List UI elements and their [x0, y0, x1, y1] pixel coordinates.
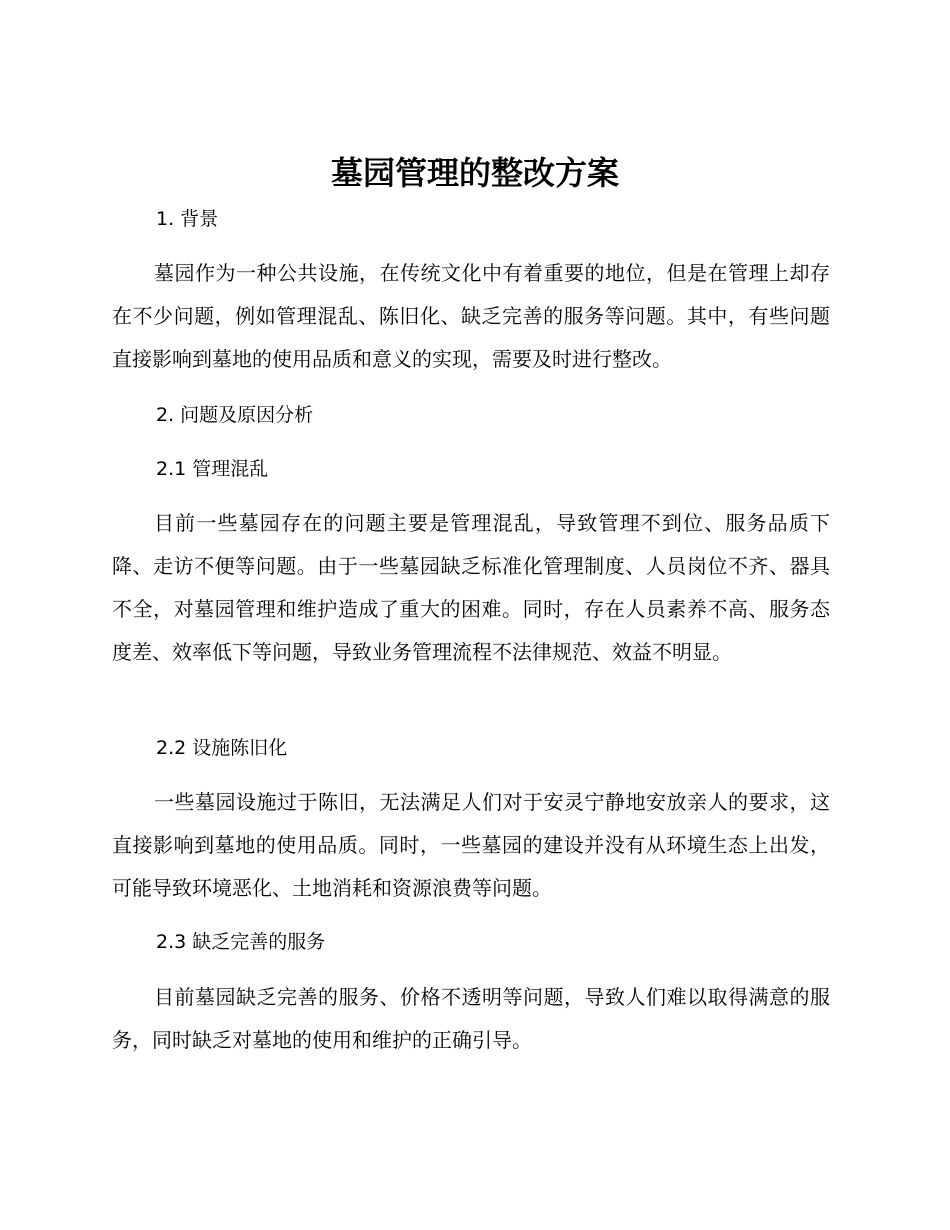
section-heading-outdated-facilities: 2.2 设施陈旧化 [156, 737, 288, 759]
paragraph-management-chaos: 目前一些墓园存在的问题主要是管理混乱，导致管理不到位、服务品质下降、走访不便等问题。由于一些墓园缺乏标准化管理制度、人员岗位不齐、器具不全，对墓园管理和维护造成了重大的困难。同时，存在人员素养不高、服务态度差、效率低下等问题，导致业务管理流程不法律规范、效益不明显。 [112, 511, 830, 664]
section-heading-management-chaos: 2.1 管理混乱 [156, 458, 269, 480]
section-heading-lack-of-service: 2.3 缺乏完善的服务 [156, 931, 326, 953]
section-heading-background: 1. 背景 [156, 208, 219, 230]
paragraph-lack-of-service: 目前墓园缺乏完善的服务、价格不透明等问题，导致人们难以取得满意的服务，同时缺乏对墓地的使用和维护的正确引导。 [112, 985, 830, 1052]
section-heading-problem-analysis: 2. 问题及原因分析 [156, 404, 314, 426]
paragraph-outdated-facilities: 一些墓园设施过于陈旧，无法满足人们对于安灵宁静地安放亲人的要求，这直接影响到墓地的使用品质。同时，一些墓园的建设并没有从环境生态上出发，可能导致环境恶化、土地消耗和资源浪费等问题。 [112, 790, 830, 900]
document-title: 墓园管理的整改方案 [330, 154, 619, 192]
paragraph-background: 墓园作为一种公共设施，在传统文化中有着重要的地位，但是在管理上却存在不少问题，例如管理混乱、陈旧化、缺乏完善的服务等问题。其中，有些问题直接影响到墓地的使用品质和意义的实现，需要及时进行整改。 [112, 261, 830, 371]
